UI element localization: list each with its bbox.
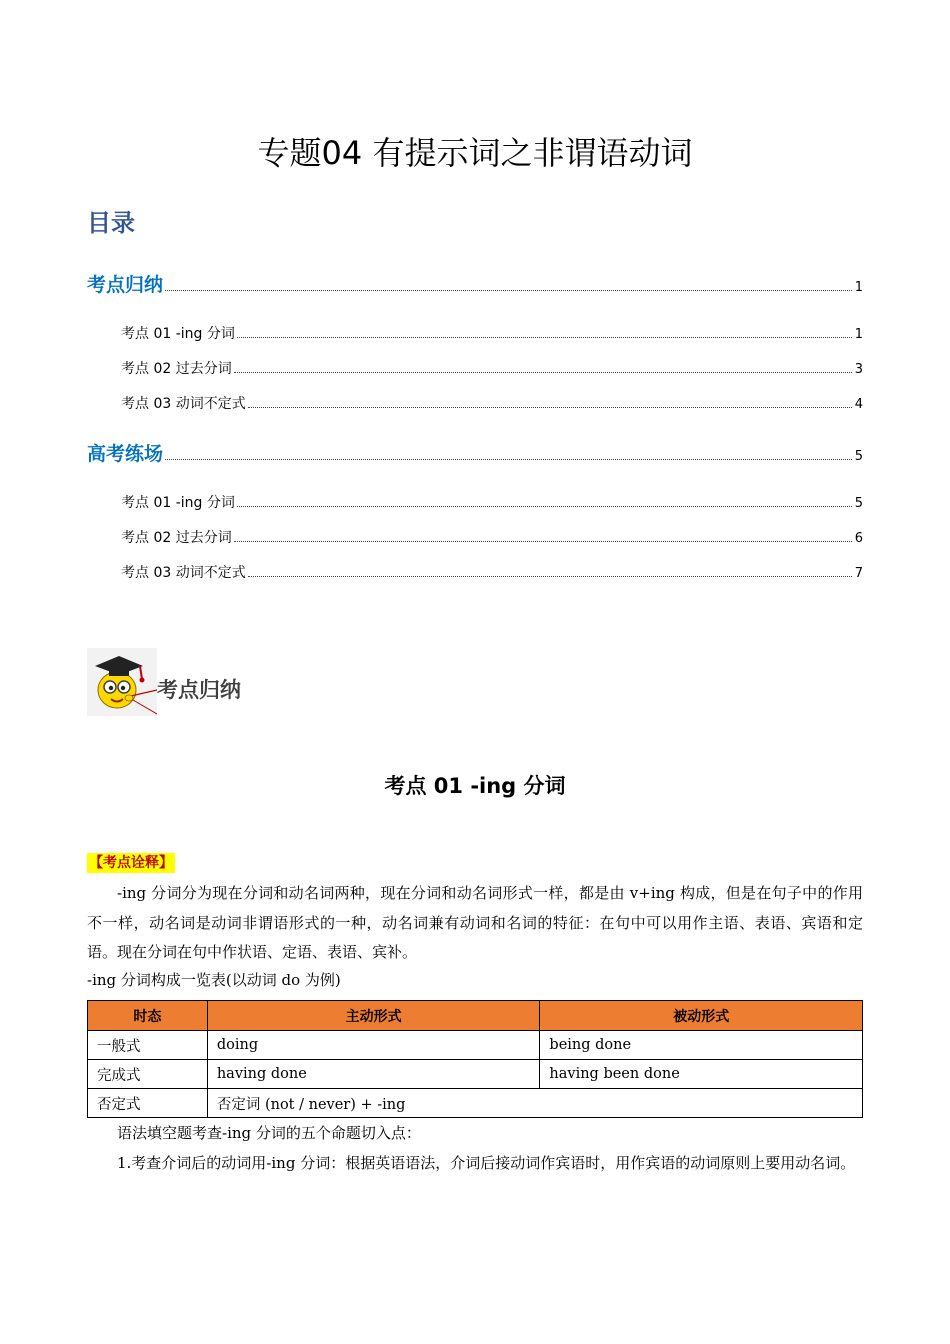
toc-item-label: 考点 03 动词不定式 [121,565,246,581]
toc-item[interactable] [121,358,863,378]
toc-item-label: 考点 01 -ing 分词 [121,326,235,342]
toc-leader [248,575,852,577]
table-caption: -ing 分词构成一览表(以动词 do 为例) [87,971,341,989]
after-table-paragraph: 语法填空题考查-ing 分词的五个命题切入点： [117,1124,421,1142]
toc-item[interactable] [121,492,863,512]
toc-item[interactable] [121,323,863,343]
toc-page-number: 3 [854,362,863,377]
toc-item[interactable] [121,527,863,547]
toc-page-number: 5 [854,449,863,464]
table-row [88,1031,863,1060]
table-row [88,1060,863,1089]
toc-section-label: 高考练场 [87,443,164,465]
toc-leader [165,289,852,291]
toc-page-number: 7 [854,566,863,581]
table-cell: 否定词 (not / never) + -ing [207,1089,862,1118]
table-row-negative [88,1089,863,1118]
toc-section-gaokao[interactable] [87,439,863,466]
ing-forms-table [87,1000,863,1118]
table-header-row [88,1001,863,1031]
explanation-tag: 【考点诠释】 [89,855,173,871]
point-1-paragraph: 1.考查介词后的动词用-ing 分词：根据英语语法，介词后接动词作宾语时，用作宾语的动词原则上要用动名词。 [117,1154,856,1172]
toc-item-label: 考点 01 -ing 分词 [121,495,235,511]
point-title: 考点 01 -ing 分词 [384,774,566,798]
table-cell: being done [540,1031,863,1060]
toc-page-number: 4 [854,397,863,412]
toc-page-number: 1 [854,327,863,342]
section-banner [87,648,327,718]
table-cell: 完成式 [88,1060,208,1089]
table-cell: 否定式 [88,1089,208,1118]
toc-leader [234,540,852,542]
toc-leader [234,371,852,373]
table-cell: 一般式 [88,1031,208,1060]
toc-heading: 目录 [87,209,135,237]
banner-title: 考点归纳 [157,678,241,702]
table-cell: having been done [540,1060,863,1089]
toc-item-label: 考点 02 过去分词 [121,530,232,546]
toc-leader [165,458,852,460]
toc-item[interactable] [121,562,863,582]
toc-leader [237,336,852,338]
toc-page-number: 6 [854,531,863,546]
document-title: 专题04 有提示词之非谓语动词 [257,134,693,172]
toc-item-label: 考点 02 过去分词 [121,361,232,377]
table-cell: having done [207,1060,540,1089]
toc-page-number: 5 [854,496,863,511]
table-header-cell: 被动形式 [540,1001,863,1031]
toc-section-kaodian[interactable] [87,270,863,297]
intro-paragraph: -ing 分词分为现在分词和动名词两种，现在分词和动名词形式一样，都是由 v+ing 构成，但是在句子中的作用不一样，动名词是动词非谓语形式的一种，动名词兼有动词和名词的特征：在句中可以用作主语、表语、宾语和定语。现在分词在句中作状语、定语、表语、宾补。 [87,884,863,961]
graduate-mascot-icon [87,648,157,716]
toc-section-label: 考点归纳 [87,274,164,296]
table-header-cell: 主动形式 [207,1001,540,1031]
toc-page-number: 1 [854,280,863,295]
toc-leader [248,406,852,408]
table-cell: doing [207,1031,540,1060]
toc-item[interactable] [121,393,863,413]
toc-leader [237,505,852,507]
toc-item-label: 考点 03 动词不定式 [121,396,246,412]
table-header-cell: 时态 [88,1001,208,1031]
